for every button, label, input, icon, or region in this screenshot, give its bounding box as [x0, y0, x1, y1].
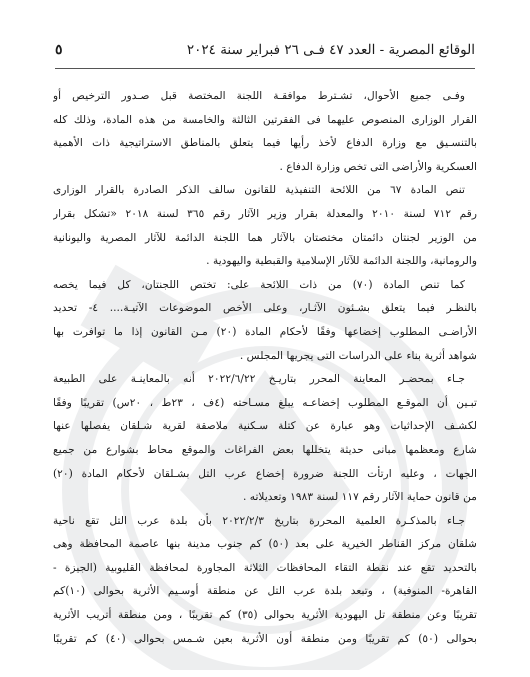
text-line: الأراضـى المطلوب إخضاعها وفقًا لأحكام المادة (٢٠) مـن القانون إذا ما توافرت بها: [53, 324, 477, 338]
paragraph: [53, 273, 477, 367]
paragraph: [53, 509, 477, 651]
text-line: تنص المادة ٦٧ من اللائحة التنفيذية للقانون سالف الذكر الصادرة بالقرار الوزارى: [53, 183, 465, 197]
paragraph: [53, 178, 477, 272]
text-line: وفـى جميع الأحوال، تشـترط موافقـة اللجنة المختصة قبل صـدور الترخيص أو: [53, 89, 465, 102]
text-line: من قانون حماية الآثار رقم ١١٧ لسنة ١٩٨٣ وتعديلاته .: [242, 490, 477, 504]
text-line: من الوزير لجنتان دائمتان مختصتان بالآثار هما اللجنة الدائمة للآثار المصرية واليونانية: [53, 230, 477, 244]
text-line: جـاء بالمذكـرة العلمية المحررة بتاريخ ٢٠٢٢/٢/٣ بأن بلدة عرب التل تقع ناحية: [53, 513, 465, 527]
gazette-title: الوقائع المصرية - العدد ٤٧ فـى ٢٦ فبراير سنة ٢٠٢٤: [186, 42, 475, 58]
text-line: بالتحديد تقع عند نقطة التقاء المحافظات الثلاثة المجاورة لمحافظة القليوبية (الجيزة -: [53, 560, 477, 574]
paragraph: [53, 84, 477, 178]
text-line: شارع ومعظمها مبانى حديثة يتخللها بعض الفراغات والموقع محاط بشوارع من جميع: [53, 442, 477, 456]
text-line: الجهات ، وعليه ارتأت اللجنة ضرورة إخضاع عرب التل بشـلقان لأحكام المادة (٢٠): [53, 466, 477, 480]
text-line: جـاء بمحضـر المعاينة المحرر بتاريـخ ٢٠٢٢/٦/٢٢ أنه بالمعاينـة على الطبيعة: [53, 372, 465, 386]
page-header: [55, 40, 475, 60]
text-line: القاهرة- المنوفية) ، وتبعد بلدة عرب التل عن منطقة أوسـيم الأثرية بحوالى (١٠)كم: [53, 584, 477, 598]
text-line: رقم ٧١٢ لسنة ٢٠١٠ والمعدلة بقرار وزير الآثار رقم ٣٦٥ لسنة ٢٠١٨ «تشكل بقرار: [53, 206, 477, 220]
text-line: لكشـف الإحداثيات وهو عبارة عن كتلة سـكنية ملاصقة لقرية شـلقان يفصلها عنها: [53, 419, 477, 433]
text-line: العسكرية والأراضى التى تخص وزارة الدفاع .: [279, 159, 477, 173]
header-divider: [55, 68, 475, 69]
text-line: شواهد أثرية بناء على الدراسات التى يجريها المجلس .: [239, 348, 477, 362]
text-line: كما تنص المادة (٧٠) من ذات اللائحة على: تختص اللجنتان، كل فيما يخصه: [53, 277, 465, 291]
text-line: القرار الوزارى المنصوص عليهما فى الفقرتين الثالثة والخامسة من هذه المادة، وذلك كله: [53, 112, 477, 126]
text-line: شلقان مركز القناطر الخيرية على بعد (٥٠) كم جنوب مدينة بنها عاصمة المحافظة وهى: [53, 537, 477, 551]
article-body: [53, 84, 477, 650]
text-line: بالتنسـيق مع وزارة الدفاع لأخذ رأيها فيما يتعلق بالمناطق الاستراتيجية ذات الأهمية: [53, 136, 477, 150]
page-number: ٥: [55, 42, 63, 58]
text-line: تبـين أن الموقـع المطلوب إخضاعـه يبلغ مسـاحته (٤ف ، ٢٣ط ، ٢٠س) تقريبًا وفقًا: [53, 395, 477, 409]
text-line: والرومانية، واللجنة الدائمة للآثار الإسلامية والقبطية واليهودية .: [206, 254, 477, 268]
text-line: تقريبًا وعن منطقة تل اليهودية الأثرية بحوالى (٣٥) كم تقريبًا ، ومن منطقة أتريب الأثرية: [53, 608, 477, 622]
paragraph: [53, 367, 477, 509]
text-line: بحوالى (٥٠) كم تقريبًا ومن منطقة أون الأثرية بعين شـمس بحوالى (٤٠) كم تقريبًا: [53, 631, 477, 645]
text-line: بالنظـر فيما يتعلق بشـئون الآثـار، وعلى الأخص الموضوعات الآتيـة.... ٤- تحديد: [53, 301, 477, 315]
